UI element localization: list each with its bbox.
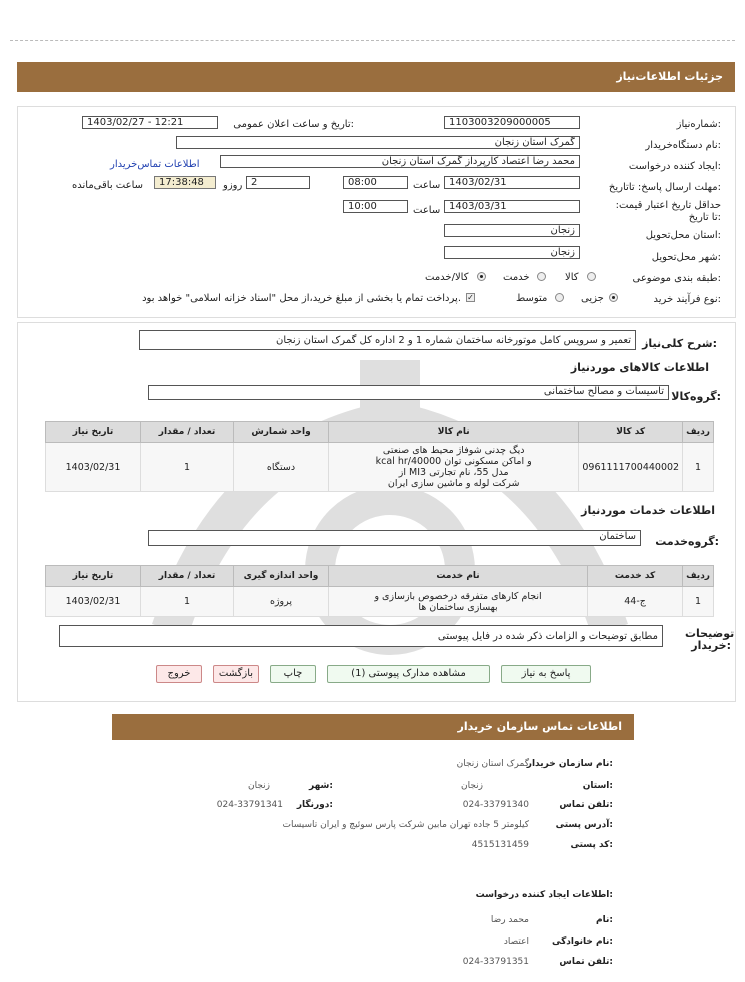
contact-postal-label: کد پستی: xyxy=(570,840,613,850)
creator-phone-value: 024-33791351 xyxy=(462,957,529,967)
contact-fax-label: دورنگار: xyxy=(296,800,333,810)
col-unit: واحد شمارش xyxy=(234,422,329,443)
province-label: استان محل‌تحویل: xyxy=(645,230,721,241)
service-name xyxy=(329,587,588,617)
col-name: نام کالا xyxy=(329,422,579,443)
creator-last-name-value: اعتصاد xyxy=(503,937,529,947)
goods-section-title: اطلاعات کالاهای موردنیاز xyxy=(570,361,709,374)
row-index: 1 xyxy=(683,587,714,617)
reply-date-field: 1403/02/31 xyxy=(444,176,580,189)
col-qty: تعداد / مقدار xyxy=(141,566,234,587)
goods-date: 1403/02/31 xyxy=(46,443,141,492)
creator-section-title: اطلاعات ایجاد کننده درخواست: xyxy=(475,890,613,900)
goods-name-line: شرکت لوله و ماشین سازی ایران xyxy=(387,478,520,489)
goods-qty: 1 xyxy=(141,443,234,492)
service-qty: 1 xyxy=(141,587,234,617)
print-button[interactable]: چاپ xyxy=(270,665,316,683)
category-service-radio[interactable] xyxy=(537,272,546,281)
need-number-field: 1103003209000005 xyxy=(444,116,580,129)
creator-label: ایجاد کننده درخواست: xyxy=(628,161,721,172)
creator-last-name-label: نام خانوادگی: xyxy=(551,937,613,947)
contact-province-label: استان: xyxy=(582,781,613,791)
goods-group-label: گروه‌کالا: xyxy=(671,390,721,403)
announce-field: 1403/02/27 - 12:21 xyxy=(82,116,218,129)
goods-name-line: و اماکن مسکونی توان 40000/kcal hr xyxy=(375,456,532,467)
need-number-label: شماره‌نیاز: xyxy=(676,119,721,130)
col-code: کد کالا xyxy=(579,422,683,443)
contact-title: اطلاعات تماس سازمان خریدار xyxy=(112,714,634,740)
keywords-field: تعمیر و سرویس کامل موتورخانه ساختمان شماره 1 و 2 اداره کل گمرک استان زنجان xyxy=(139,330,636,350)
services-section-title: اطلاعات خدمات موردنیاز xyxy=(581,504,715,517)
contact-fax-value: 024-33791341 xyxy=(216,800,283,810)
creator-phone-label: تلفن تماس: xyxy=(559,957,613,967)
goods-name-line: مدل 55، نام تجارتی MI3 از xyxy=(398,467,509,478)
table-row xyxy=(46,443,714,492)
services-table xyxy=(45,565,714,617)
category-both-label: کالا/خدمت xyxy=(425,272,469,283)
goods-name-line: دیگ چدنی شوفاژ محیط های صنعتی xyxy=(382,445,525,456)
contact-address-label: آدرس پستی: xyxy=(555,820,613,830)
service-code: ج-44 xyxy=(588,587,683,617)
col-row: ردیف xyxy=(683,422,714,443)
back-button[interactable]: بازگشت xyxy=(213,665,259,683)
category-both-radio[interactable] xyxy=(477,272,486,281)
goods-group-field: تاسیسات و مصالح ساختمانی xyxy=(148,385,669,400)
org-name-value: گمرک استان زنجان xyxy=(456,759,529,769)
exit-button[interactable]: خروج xyxy=(156,665,202,683)
service-unit: پروژه xyxy=(234,587,329,617)
buyer-org-field: گمرک استان زنجان xyxy=(176,136,580,149)
contact-city-label: شهر: xyxy=(309,781,333,791)
goods-table xyxy=(45,421,714,492)
service-name-line: بهسازی ساختمان ها xyxy=(418,601,498,613)
contact-address-value: کیلومتر 5 جاده تهران مابین شرکت پارس سوئیچ و ایران تاسیسات xyxy=(282,820,529,830)
col-date: تاریخ نیاز xyxy=(46,566,141,587)
reply-time-label: ساعت xyxy=(413,180,441,191)
contact-info-link[interactable]: اطلاعات تماس‌خریدار xyxy=(110,159,200,170)
contact-phone-value: 024-33791340 xyxy=(462,800,529,810)
remaining-time: 17:38:48 xyxy=(154,176,216,189)
col-date: تاریخ نیاز xyxy=(46,422,141,443)
price-validity-label: حداقل تاریخ اعتبار قیمت: تا تاریخ: xyxy=(615,200,721,223)
contact-city-value: زنجان xyxy=(247,781,270,791)
price-time-label: ساعت xyxy=(413,205,441,216)
contact-postal-value: 4515131459 xyxy=(471,840,529,850)
col-row: ردیف xyxy=(683,566,714,587)
table-row xyxy=(46,587,714,617)
days-label: روزو xyxy=(223,180,243,191)
col-code: کد خدمت xyxy=(588,566,683,587)
page-title: جزئیات اطلاعات‌نیاز xyxy=(17,62,735,92)
category-service-label: خدمت xyxy=(503,272,530,283)
category-goods-radio[interactable] xyxy=(587,272,596,281)
creator-first-name-value: محمد رضا xyxy=(490,915,529,925)
province-field: زنجان xyxy=(444,224,580,237)
process-label: نوع فرآیند خرید: xyxy=(653,294,721,305)
service-name-line: انجام کارهای متفرقه درخصوص بازسازی و xyxy=(374,590,542,602)
city-field: زنجان xyxy=(444,246,580,259)
creator-first-name-label: نام: xyxy=(596,915,613,925)
buyer-notes-label: توضیحات خریدار: xyxy=(685,627,735,652)
col-name: نام خدمت xyxy=(329,566,588,587)
reply-time-field: 08:00 xyxy=(343,176,408,189)
creator-field: محمد رضا اعتصاد کارپرداز گمرک استان زنجان xyxy=(220,155,580,168)
reply-deadline-label: مهلت ارسال پاسخ: تاتاریخ: xyxy=(608,182,721,193)
buyer-org-label: نام دستگاه‌خریدار: xyxy=(645,140,721,151)
announce-label: تاریخ و ساعت اعلان عمومی: xyxy=(233,119,354,130)
service-group-label: گروه‌خدمت: xyxy=(655,535,719,548)
buyer-notes-field: مطابق توضیحات و الزامات ذکر شده در فایل پیوستی xyxy=(59,625,663,647)
contact-phone-label: تلفن تماس: xyxy=(559,800,613,810)
col-qty: تعداد / مقدار xyxy=(141,422,234,443)
service-date: 1403/02/31 xyxy=(46,587,141,617)
process-medium-radio[interactable] xyxy=(555,293,564,302)
reply-button[interactable]: پاسخ به نیاز xyxy=(501,665,591,683)
process-minor-radio[interactable] xyxy=(609,293,618,302)
service-group-field: ساختمان xyxy=(148,530,641,546)
process-medium-label: متوسط xyxy=(516,293,548,304)
process-minor-label: جزیی xyxy=(581,293,604,304)
price-time-field: 10:00 xyxy=(343,200,408,213)
org-name-label: نام سازمان خریدار: xyxy=(526,759,613,769)
days-field: 2 xyxy=(246,176,310,189)
col-unit: واحد اندازه گیری xyxy=(234,566,329,587)
category-goods-label: کالا xyxy=(565,272,579,283)
top-divider xyxy=(10,40,735,41)
attachments-button[interactable]: مشاهده مدارک پیوستی (1) xyxy=(327,665,490,683)
contact-province-value: زنجان xyxy=(460,781,483,791)
treasury-checkbox[interactable]: ✓ xyxy=(467,293,474,302)
city-label: شهر محل‌تحویل: xyxy=(651,252,721,263)
row-index: 1 xyxy=(683,443,714,492)
goods-code: 0961111700440002 xyxy=(579,443,683,492)
remaining-label: ساعت باقی‌مانده xyxy=(72,180,144,191)
goods-name xyxy=(329,443,579,492)
keywords-label: شرح کلی‌نیاز: xyxy=(642,337,717,350)
price-date-field: 1403/03/31 xyxy=(444,200,580,213)
payment-note: پرداخت تمام یا بخشی از مبلغ خرید،از محل "اسناد خزانه اسلامی" خواهد بود. xyxy=(142,293,461,304)
category-label: طبقه بندی موضوعی: xyxy=(632,273,721,284)
goods-unit: دستگاه xyxy=(234,443,329,492)
